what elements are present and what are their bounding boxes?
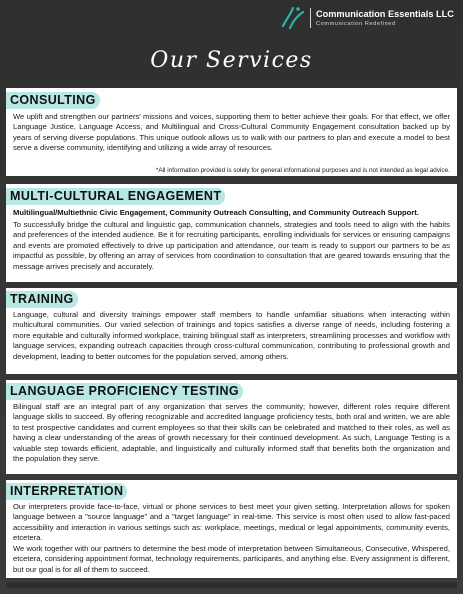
page-title: Our Services — [150, 48, 313, 73]
logo-swoosh-icon — [279, 6, 305, 30]
training-heading: TRAINING — [6, 291, 78, 308]
multicultural-subheading: Multilingual/Multiethnic Civic Engagement, Community Outreach Consulting, and Community Outreach Support. — [13, 208, 419, 217]
company-name: Communication Essentials LLC — [316, 8, 454, 19]
interpretation-body: Our interpreters provide face-to-face, virtual or phone services to best meet your given setting. Interpretation allows for spoken language between a "source language" and a "target language" in real-time. This service is most often used to allow fast-paced accessibility and interaction in various settings such as: workplace, meetings, medical or legal appointments, community events, etcetera. — [13, 502, 450, 543]
language-testing-heading: LANGUAGE PROFICIENCY TESTING — [6, 383, 243, 400]
consulting-heading: CONSULTING — [6, 92, 100, 109]
legal-disclaimer: *All information provided is solely for general informational purposes and is not intended as legal advice. — [155, 167, 450, 174]
logo-divider — [310, 8, 311, 28]
interpretation-body-2: We work together with our partners to determine the best mode of interpretation between Simultaneous, Consecutive, Whispered, etcetera, considering appointment format, technology requirements, participants, and anything else. Every assignment is different, but our goal is for all of them to succeed. — [13, 544, 450, 574]
consulting-body: We uplift and strengthen our partners' missions and voices, supporting them to better achieve their goals. For that effect, we offer Language Justice, Language Access, and Multilingual and Cross-Cultural Community Engagement consultation backed up by years of serving diverse populations. This unique outlook allows us to walk with our partners to plan and execute a model to best serve a diverse community, identifying and utilizing a wide array of resources. — [13, 112, 450, 153]
interpretation-heading: INTERPRETATION — [6, 483, 127, 500]
multicultural-heading: MULTI-CULTURAL ENGAGEMENT — [6, 188, 225, 205]
language-testing-body: Bilingual staff are an integral part of any organization that serves the community; however, different roles require different language skills to succeed. By offering recognizable and accredited language proficiency tests, both oral and written, we are able to test prospective candidates and current employees so that their skills can be celebrated and matched to their roles, as well as having a clear understanding of the areas of growth necessary for their continued development. As such, Language Testing is a valuable step towards efficient, adaptable, and linguistically and culturally informed staff that benefits both the organization and the population they serve. — [13, 402, 450, 464]
bottom-bar — [6, 582, 457, 588]
company-logo[interactable] — [279, 6, 459, 30]
training-body: Language, cultural and diversity trainings empower staff members to handle unfamiliar situations when interacting within multicultural communities. Our varied selection of trainings and topics satisfies a diverse range of needs, including fostering a more equitable and culturally informed workplace, training bilingual staff as interpreters, streamlining processes and workflow with language services, expanding outreach capacities through cross-cultural communication, contributing to professional growth and development, leading to better outcomes for the population served, among others. — [13, 310, 450, 361]
company-tagline: Communication Redefined — [316, 20, 396, 27]
multicultural-body: To successfully bridge the cultural and linguistic gap, communication channels, strategies and tools need to align with the habits and preferences of the intended audience. Be it for recruiting participants, enrolling individuals for services or ensuring campaigns and events are promoted effectively to drive up participation and attendance, our team is ready to support our partners to be as impactful as possible, by offering an array of services from coordination to consultation that are geared towards ensuring that the message arrives precisely and accurately. — [13, 220, 450, 271]
